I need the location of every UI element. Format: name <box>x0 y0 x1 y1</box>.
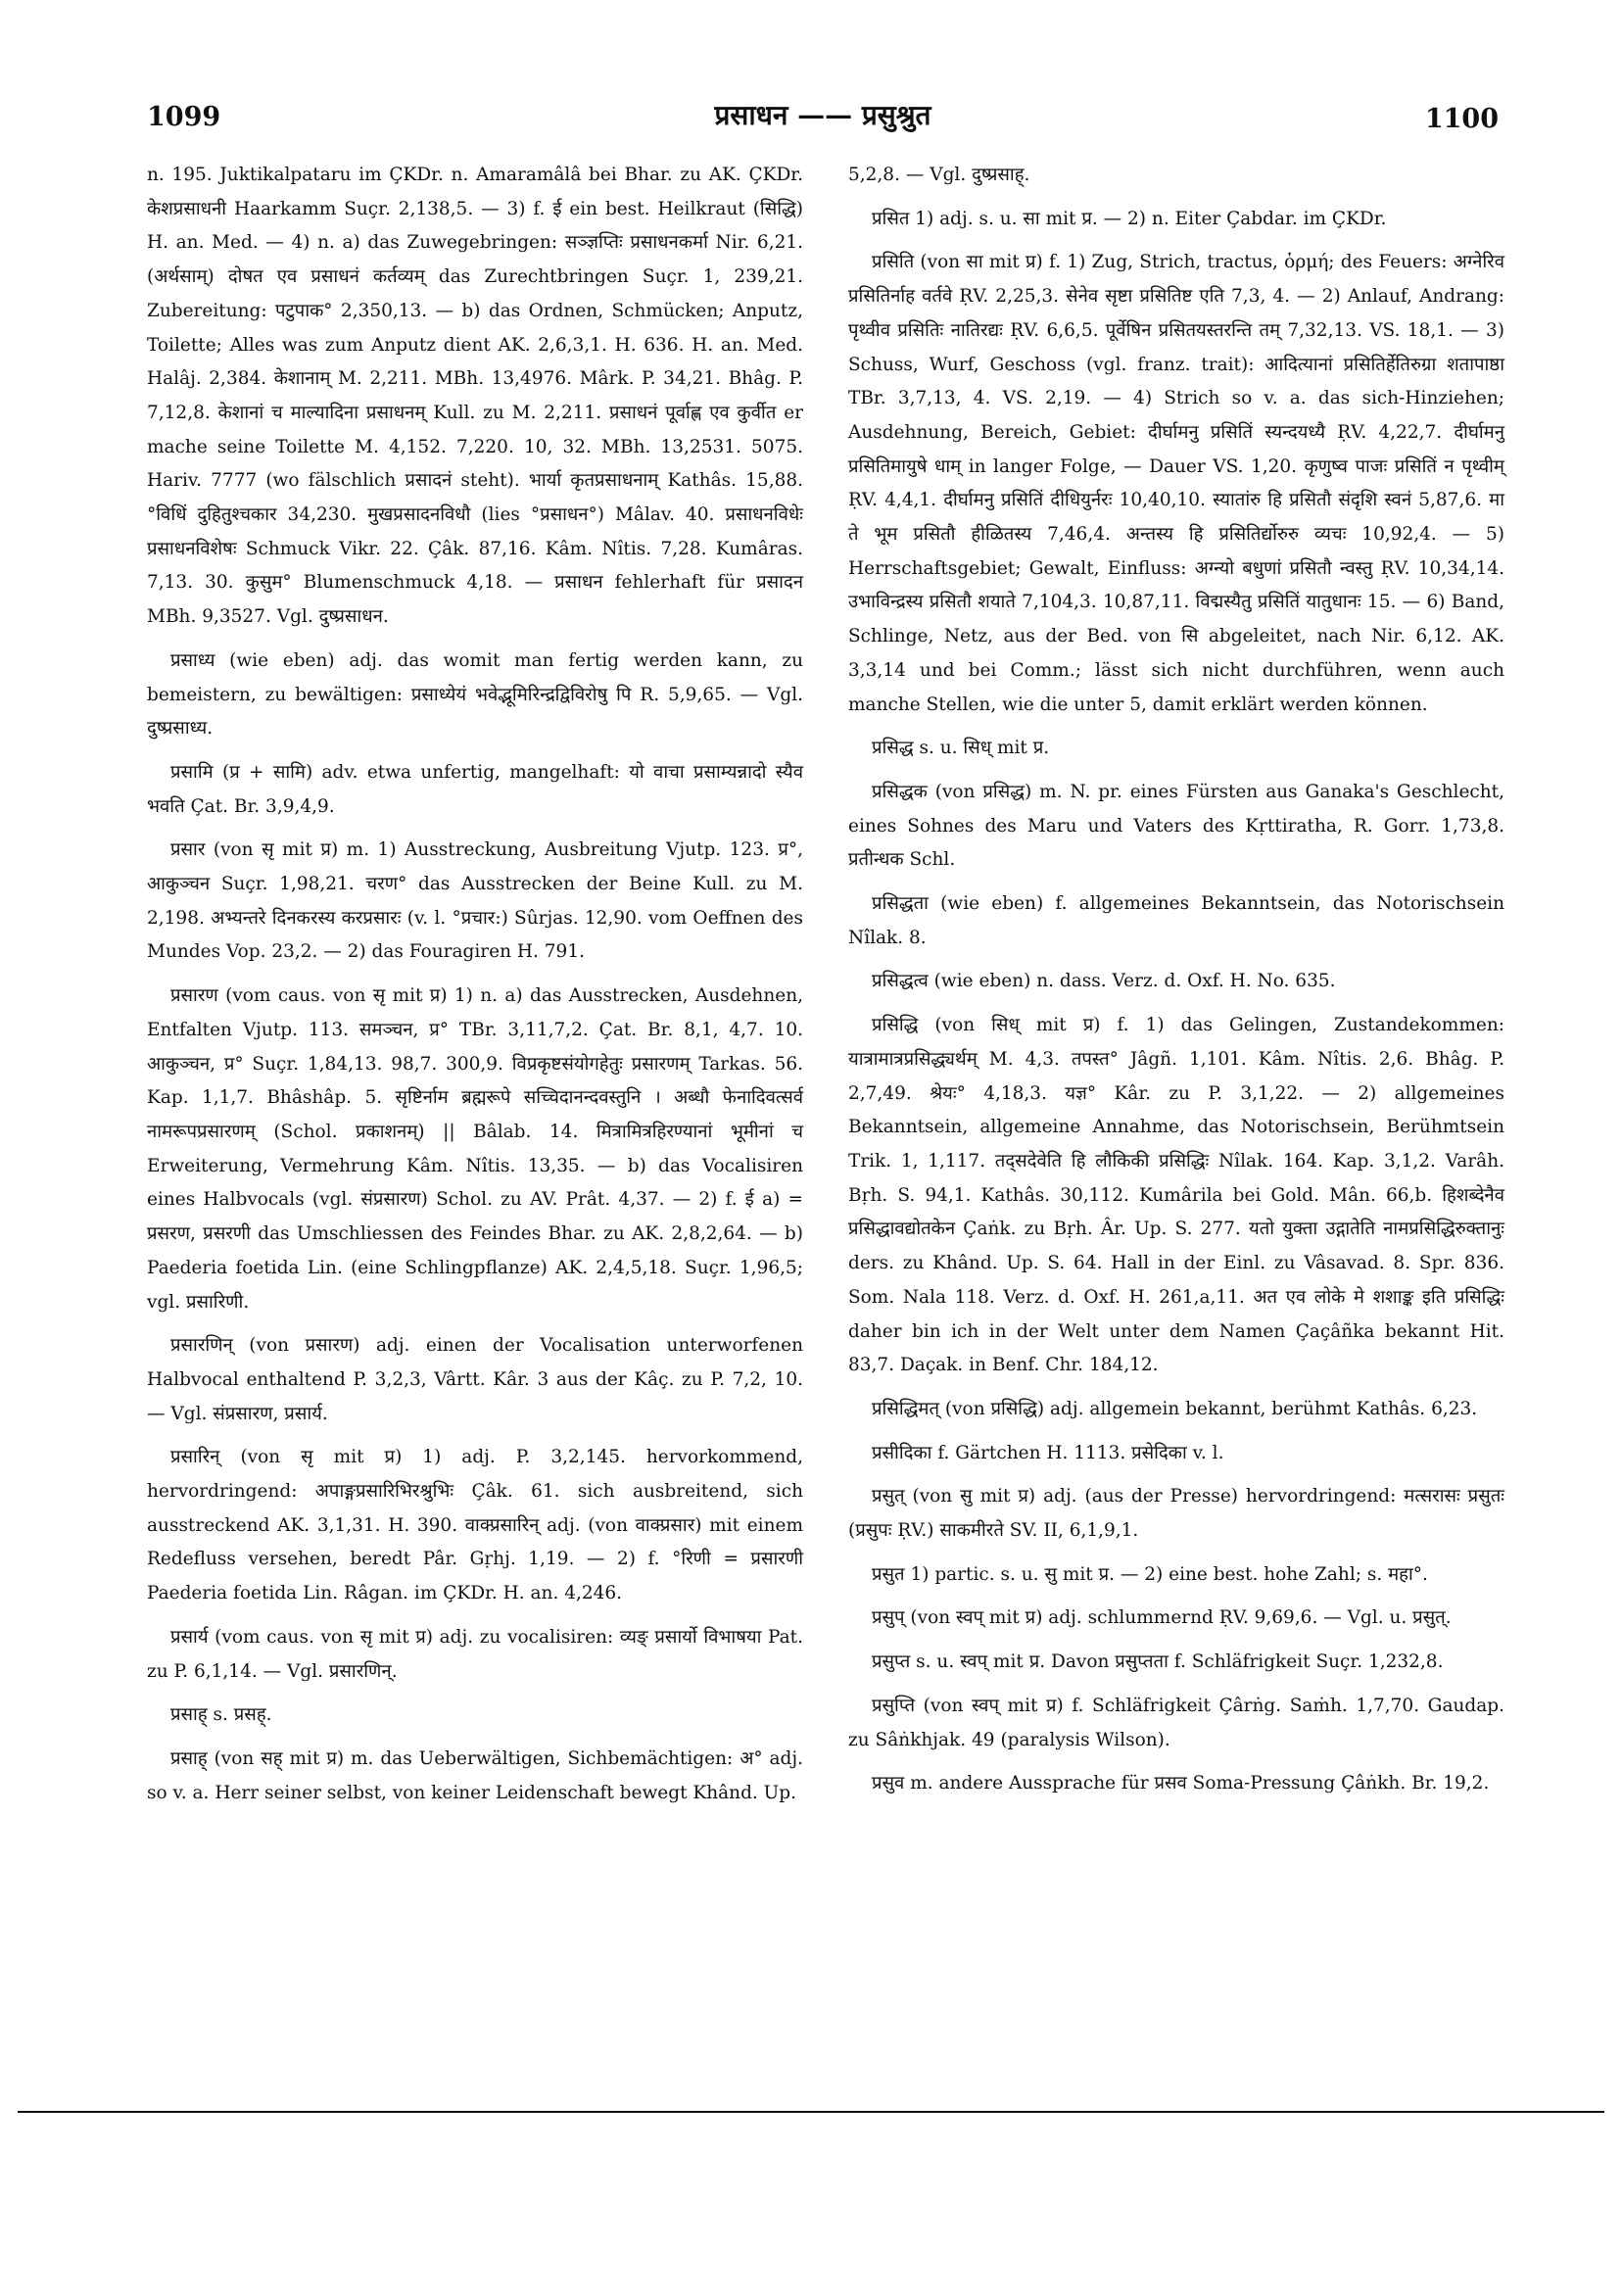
running-title: प्रसाधन —— प्रसुश्रुत <box>714 99 931 131</box>
entry: प्रसुव m. andere Aussprache für प्रसव Soma-Pressung Çâṅkh. Br. 19,2. <box>872 1773 1490 1794</box>
entry: प्रसुप् (von स्वप् mit प्र) adj. schlummernd ṚV. 9,69,6. — Vgl. u. प्रसुत्. <box>872 1607 1452 1629</box>
entry: प्रसाह् (von सह् mit प्र) m. das Ueberwältigen, Sichbemächtigen: अ° adj. so v. a. Herr seiner selbst, von keiner Leidenschaft bewegt Khând. Up. <box>147 1747 803 1803</box>
entry: प्रसार्य (vom caus. von सृ mit प्र) adj. zu vocalisiren: व्यङ् प्रसार्यो विभाषया Pat. zu P. 6,1,14. — Vgl. प्रसारणिन्. <box>147 1626 803 1682</box>
entry: प्रसिद्धि (von सिध् mit प्र) f. 1) das Gelingen, Zustandekommen: यात्रामात्रप्रसिद्ध्यर्थम् M. 4,3. तपस्त° Jâgñ. 1,101. Kâm. Nîtis. 2,6. Bhâg. P. 2,7,49. श्रेयः° 4,18,3. यज्ञ° Kâr. zu P. 3,1,22. — 2) allgemeines Bekanntsein, allgemeine Annahme, das Notorischsein, Berühmtsein Trik. 1, 1,117. तद्सदेवेति हि लौकिकी प्रसिद्धिः Nîlak. 164. Kap. 3,1,2. Varâh. Bṛh. S. 94,1. Kathâs. 30,112. Kumârila bei Gold. Mân. 66,b. हिशब्देनैव प्रसिद्धावद्योतकेन Çaṅk. zu Bṛh. Âr. Up. S. 277. यतो युक्ता उद्गातेति नामप्रसिद्धिरुक्तानुः ders. zu Khând. Up. S. 64. Hall in der Einl. zu Vâsavad. 8. Spr. 836. Som. Nala 118. Verz. d. Oxf. H. 261,a,11. अत एव लोके मे शशाङ्क इति प्रसिद्धिः daher bin ich in der Welt unter dem Namen Çaçâñka bekannt Hit. 83,7. Daçak. in Benf. Chr. 184,12. <box>848 1015 1504 1376</box>
entry: प्रसाध्य (wie eben) adj. das womit man fertig werden kann, zu bemeistern, zu bewältigen: प्रसाध्येयं भवेद्भूमिरिन्द्रद्विविरोषु पि R. 5,9,65. — Vgl. दुष्प्रसाध्य. <box>147 649 803 740</box>
entry: प्रसुप्त s. u. स्वप् mit प्र. Davon प्रसुप्तता f. Schläfrigkeit Suçr. 1,232,8. <box>872 1651 1444 1673</box>
page-number-right: 1100 <box>1424 104 1499 134</box>
entry: प्रसित 1) adj. s. u. सा mit प्र. — 2) n. Eiter Çabdar. im ÇKDr. <box>872 208 1387 229</box>
entry: प्रसिद्ध s. u. सिध् mit प्र. <box>872 738 1050 759</box>
entry: प्रसाह् s. प्रसह्. <box>170 1704 272 1726</box>
entry: प्रसारणिन् (von प्रसारण) adj. einen der Vocalisation unterworfenen Halbvocal enthaltend P. 3,2,3, Vârtt. Kâr. 3 aus der Kâç. zu P. 7,2, 10. — Vgl. संप्रसारण, प्रसार्य. <box>147 1335 803 1424</box>
entry: प्रसारण (vom caus. von सृ mit प्र) 1) n. a) das Ausstrecken, Ausdehnen, Entfalten Vjutp. 113. समञ्चन, प्र° TBr. 3,11,7,2. Çat. Br. 8,1, 4,7. 10. आकुञ्चन, प्र° Suçr. 1,84,13. 98,7. 300,9. विप्रकृष्टसंयोगहेतुः प्रसारणम् Tarkas. 56. Kap. 1,1,7. Bhâshâp. 5. सृष्टिर्नाम ब्रह्मरूपे सच्चिदानन्दवस्तुनि । अब्धौ फेनादिवत्सर्व नामरूपप्रसारणम् (Schol. प्रकाशनम्) || Bâlab. 14. मित्रामित्रहिरण्यानां भूमीनां च Erweiterung, Vermehrung Kâm. Nîtis. 13,35. — b) das Vocalisiren eines Halbvocals (vgl. संप्रसारण) Schol. zu AV. Prât. 4,37. — 2) f. ई a) = प्रसरण, प्रसरणी das Umschliessen des Feindes Bhar. zu AK. 2,8,2,64. — b) Paederia foetida Lin. (eine Schlingpflanze) AK. 2,4,5,18. Suçr. 1,96,5; vgl. प्रसारिणी. <box>147 985 803 1313</box>
page-header <box>147 94 1499 143</box>
entry: प्रसारिन् (von सृ mit प्र) 1) adj. P. 3,2,145. hervorkommend, hervordringend: अपाङ्गप्रसारिभिरश्रुभिः Çâk. 61. sich ausbreitend, sich ausstreckend AK. 3,1,31. H. 390. वाक्प्रसारिन् adj. (von वाक्प्रसार) mit einem Redefluss versehen, beredt Pâr. Gṛhj. 1,19. — 2) f. °रिणी = प्रसारणी Paederia foetida Lin. Râgan. im ÇKDr. H. an. 4,246. <box>147 1447 803 1604</box>
entry: प्रसिद्धक (von प्रसिद्ध) m. N. pr. eines Fürsten aus Ganaka's Geschlecht, eines Sohnes des Maru und Vaters des Kṛttiratha, R. Gorr. 1,73,8. प्रतीन्धक Schl. <box>848 781 1504 871</box>
entry: प्रसुत् (von सु mit प्र) adj. (aus der Presse) hervordringend: मत्सरासः प्रसुतः (प्रसुपः ṚV.) साकमीरते SV. II, 6,1,9,1. <box>848 1486 1504 1542</box>
footer-rule <box>18 2111 1604 2113</box>
page-number-left: 1099 <box>147 102 221 132</box>
entry: प्रसार (von सृ mit प्र) m. 1) Ausstreckung, Ausbreitung Vjutp. 123. प्र°, आकुञ्चन Suçr. 1,98,21. चरण° das Ausstrecken der Beine Kull. zu M. 2,198. अभ्यन्तरे दिनकरस्य करप्रसारः (v. l. °प्रचार:) Sûrjas. 12,90. vom Oeffnen des Mundes Vop. 23,2. — 2) das Fouragiren H. 791. <box>147 839 803 963</box>
entry: प्रसिद्धत्व (wie eben) n. dass. Verz. d. Oxf. H. No. 635. <box>872 971 1336 992</box>
right-column <box>848 159 1504 1811</box>
entry: 5,2,8. — Vgl. दुष्प्रसाह्. <box>848 165 1030 185</box>
entry: प्रसीदिका f. Gärtchen H. 1113. प्रसेदिका v. l. <box>872 1442 1224 1463</box>
left-column <box>147 159 803 1820</box>
entry: प्रसुप्ति (von स्वप् mit प्र) f. Schläfrigkeit Çârṅg. Saṁh. 1,7,70. Gaudap. zu Sâṅkhjak. 49 (paralysis Wilson). <box>848 1695 1504 1750</box>
entry: प्रसिद्धिमत् (von प्रसिद्धि) adj. allgemein bekannt, berühmt Kathâs. 6,23. <box>872 1398 1478 1419</box>
entry: प्रसुत 1) partic. s. u. सु mit प्र. — 2) eine best. hohe Zahl; s. महा°. <box>872 1563 1428 1585</box>
entry: प्रसामि (प्र + सामि) adv. etwa unfertig, mangelhaft: यो वाचा प्रसाम्यन्नादो स्यैव भवति Çat. Br. 3,9,4,9. <box>147 761 803 817</box>
entry: n. 195. Juktikalpataru im ÇKDr. n. Amaramâlâ bei Bhar. zu AK. ÇKDr. केशप्रसाधनी Haarkamm Suçr. 2,138,5. — 3) f. ई ein best. Heilkraut (सिद्धि) H. an. Med. — 4) n. a) das Zuwegebringen: सञ्ज्ञप्तिः प्रसाधनकर्मा Nir. 6,21. (अर्थसाम्) दोषत एव प्रसाधनं कर्तव्यम् das Zurechtbringen Suçr. 1, 239,21. Zubereitung: पटुपाक° 2,350,13. — b) das Ordnen, Schmücken; Anputz, Toilette; Alles was zum Anputz dient AK. 2,6,3,1. H. 636. H. an. Med. Halâj. 2,384. केशानाम् M. 2,211. MBh. 13,4976. Mârk. P. 34,21. Bhâg. P. 7,12,8. केशानां च माल्यादिना प्रसाधनम् Kull. zu M. 2,211. प्रसाधनं पूर्वाह्ण एव कुर्वीत er mache seine Toilette M. 4,152. 7,220. 10, 32. MBh. 13,2531. 5075. Hariv. 7777 (wo fälschlich प्रसादनं steht). भार्या कृतप्रसाधनाम् Kathâs. 15,88. °विधिं दुहितुश्चकार 34,230. मुखप्रसादनविधौ (lies °प्रसाधन°) Mâlav. 40. प्रसाधनविधेः प्रसाधनविशेषः Schmuck Vikr. 22. Çâk. 87,16. Kâm. Nîtis. 7,28. Kumâras. 7,13. 30. कुसुम° Blumenschmuck 4,18. — प्रसाधन fehlerhaft für प्रसादन MBh. 9,3527. Vgl. दुष्प्रसाधन. <box>147 165 803 628</box>
entry: प्रसिद्धता (wie eben) f. allgemeines Bekanntsein, das Notorischsein Nîlak. 8. <box>848 893 1504 948</box>
entry: प्रसिति (von सा mit प्र) f. 1) Zug, Strich, tractus, ὁρμή; des Feuers: अग्नेरिव प्रसितिर्नाह वर्तवे ṚV. 2,25,3. सेनेव सृष्टा प्रसितिष्ट एति 7,3, 4. — 2) Anlauf, Andrang: पृथ्वीव प्रसितिः नातिरद्यः ṚV. 6,6,5. पूर्वेषिन प्रसितयस्तरन्ति तम् 7,32,13. VS. 18,1. — 3) Schuss, Wurf, Geschoss (vgl. franz. trait): आदित्यानां प्रसितिर्हेतिरुग्रा शतापाष्ठा TBr. 3,7,13, 4. VS. 2,19. — 4) Strich so v. a. das sich-Hinziehen; Ausdehnung, Bereich, Gebiet: दीर्घामनु प्रसितिं स्यन्दयध्यै ṚV. 4,22,7. दीर्घामनु प्रसितिमायुषे धाम् in langer Folge, — Dauer VS. 1,20. कृणुष्व पाजः प्रसितिं न पृथ्वीम् ṚV. 4,4,1. दीर्घामनु प्रसितिं दीधियुर्नरः 10,40,10. स्यातांरु हि प्रसितौ संदृशि स्वनं 5,87,6. मा ते भूम प्रसितौ हीळितस्य 7,46,4. अन्तस्य हि प्रसितिर्द्योरुरु व्यचः 10,92,4. — 5) Herrschaftsgebiet; Gewalt, Einfluss: अग्न्यो बधुणां प्रसितौ न्वस्तु ṚV. 10,34,14. उभाविन्द्रस्य प्रसितौ शयाते 7,104,3. 10,87,11. विद्मस्यैतु प्रसितिं यातुधानः 15. — 6) Band, Schlinge, Netz, aus der Bed. von सि abgeleitet, nach Nir. 6,12. AK. 3,3,14 und bei Comm.; lässt sich nicht durchführen, wenn auch manche Stellen, wie die unter 5, damit erklärt werden können. <box>848 252 1504 715</box>
